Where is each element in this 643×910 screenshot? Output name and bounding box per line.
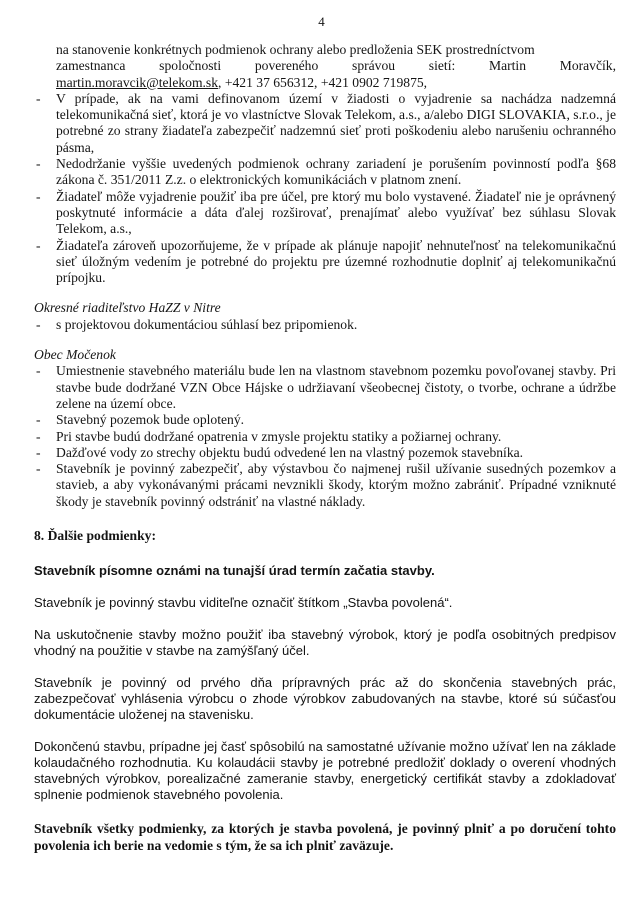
phone-numbers: , +421 37 656312, +421 0902 719875, bbox=[218, 74, 428, 90]
intro-line: zamestnanca spoločnosti povereného správou sietí: Martin Moravčík, bbox=[56, 58, 616, 74]
list-item: - Žiadateľa zároveň upozorňujeme, že v prípade ak plánuje napojiť nehnuteľnosť na telekomunikačnú sieť úložným vedením je potrebné do projektu pre územné rozhodnutie doplniť aj telekomunikačnú prípojku. bbox=[34, 238, 616, 287]
telekom-intro bbox=[34, 42, 616, 91]
paragraph: Dokončenú stavbu, prípadne jej časť spôsobilú na samostatné užívanie možno užívať len na základe kolaudačného rozhodnutia. Ku kolaudácii stavby je potrebné predložiť doklady o overení vhodných stavebných výrobkov, porealizačné zameranie stavby, energetický certifikát stavby a zdokladovať splnenie podmienok stavebného povolenia. bbox=[34, 739, 616, 803]
section-8-title: 8. Ďalšie podmienky: bbox=[34, 528, 156, 544]
hazz-heading: Okresné riaditeľstvo HaZZ v Nitre bbox=[34, 300, 221, 316]
list-item: - Dažďové vody zo strechy objektu budú odvedené len na vlastný pozemok stavebníka. bbox=[34, 445, 616, 461]
paragraph: Stavebník je povinný od prvého dňa prípravných prác až do skončenia stavebných prác, zabezpečovať vyhlásenia výrobcu o zhode výrobkov zabudovaných na stavbe, ktoré sú súčasťou dokumentácie uloženej na stavenisku. bbox=[34, 675, 616, 723]
list-item: - Stavebný pozemok bude oplotený. bbox=[34, 412, 616, 428]
list-item: - Nedodržanie vyššie uvedených podmienok ochrany zariadení je porušením povinností podľa §68 zákona č. 351/2011 Z.z. o elektronických komunikáciách v platnom znení. bbox=[34, 156, 616, 189]
list-item: - Umiestnenie stavebného materiálu bude len na vlastnom stavebnom pozemku povoľovanej stavby. Pri stavbe bude dodržané VZN Obce Hájske o udržiavaní všeobecnej čistoty, o tvorbe, ochrane a údržbe zelene na území obce. bbox=[34, 363, 616, 412]
list-item: - V prípade, ak na vami definovanom území v žiadosti o vyjadrenie sa nachádza nadzemná telekomunikačná sieť, ktorá je vo vlastníctve Slovak Telekom, a.s., a/alebo DIGI SLOVAKIA, s.r.o., je potrebné zo strany žiadateľa zabezpečiť nadzemnú sieť proti poškodeniu alebo narušeniu ochranného pásma, bbox=[34, 91, 616, 156]
obec-conditions-list bbox=[34, 363, 616, 510]
list-item: - Stavebník je povinný zabezpečiť, aby výstavbou čo najmenej rušil užívanie susedných pozemkov a stavieb, a aby vykonávanými prácami nevznikli škody, ktorým možno zabrániť. Prípadné vzniknuté škody je stavebník povinný odstrániť na vlastné náklady. bbox=[34, 461, 616, 510]
email-link[interactable]: martin.moravcik@telekom.sk bbox=[56, 74, 219, 90]
telekom-conditions-list bbox=[34, 91, 616, 287]
obec-heading: Obec Močenok bbox=[34, 347, 116, 363]
paragraph: Na uskutočnenie stavby možno použiť iba stavebný výrobok, ktorý je podľa osobitných predpisov vhodný na použitie v stavbe na zamýšľaný účel. bbox=[34, 627, 616, 659]
list-item: - Žiadateľ môže vyjadrenie použiť iba pre účel, pre ktorý mu bolo vystavené. Žiadateľ nie je oprávnený poskytnuté informácie a dáta ďalej rozširovať, prenajímať alebo využívať bez súhlasu Slovak Telekom, a.s., bbox=[34, 189, 616, 238]
contact-line bbox=[56, 75, 616, 91]
intro-line: na stanovenie konkrétnych podmienok ochrany alebo predloženia SEK prostredníctvom bbox=[56, 42, 535, 57]
list-item: - Pri stavbe budú dodržané opatrenia v zmysle projektu statiky a požiarnej ochrany. bbox=[34, 429, 616, 445]
start-notice: Stavebník písomne oznámi na tunajší úrad termín začatia stavby. bbox=[34, 563, 435, 579]
final-statement: Stavebník všetky podmienky, za ktorých je stavba povolená, je povinný plniť a po doručení tohto povolenia ich berie na vedomie s tým, že sa ich plniť zaväzuje. bbox=[34, 821, 616, 853]
page-number: 4 bbox=[318, 14, 325, 29]
page-content bbox=[34, 42, 616, 854]
list-item: - s projektovou dokumentáciou súhlasí bez pripomienok. bbox=[34, 317, 616, 333]
paragraph: Stavebník je povinný stavbu viditeľne označiť štítkom „Stavba povolená“. bbox=[34, 595, 453, 611]
hazz-list bbox=[34, 317, 616, 333]
